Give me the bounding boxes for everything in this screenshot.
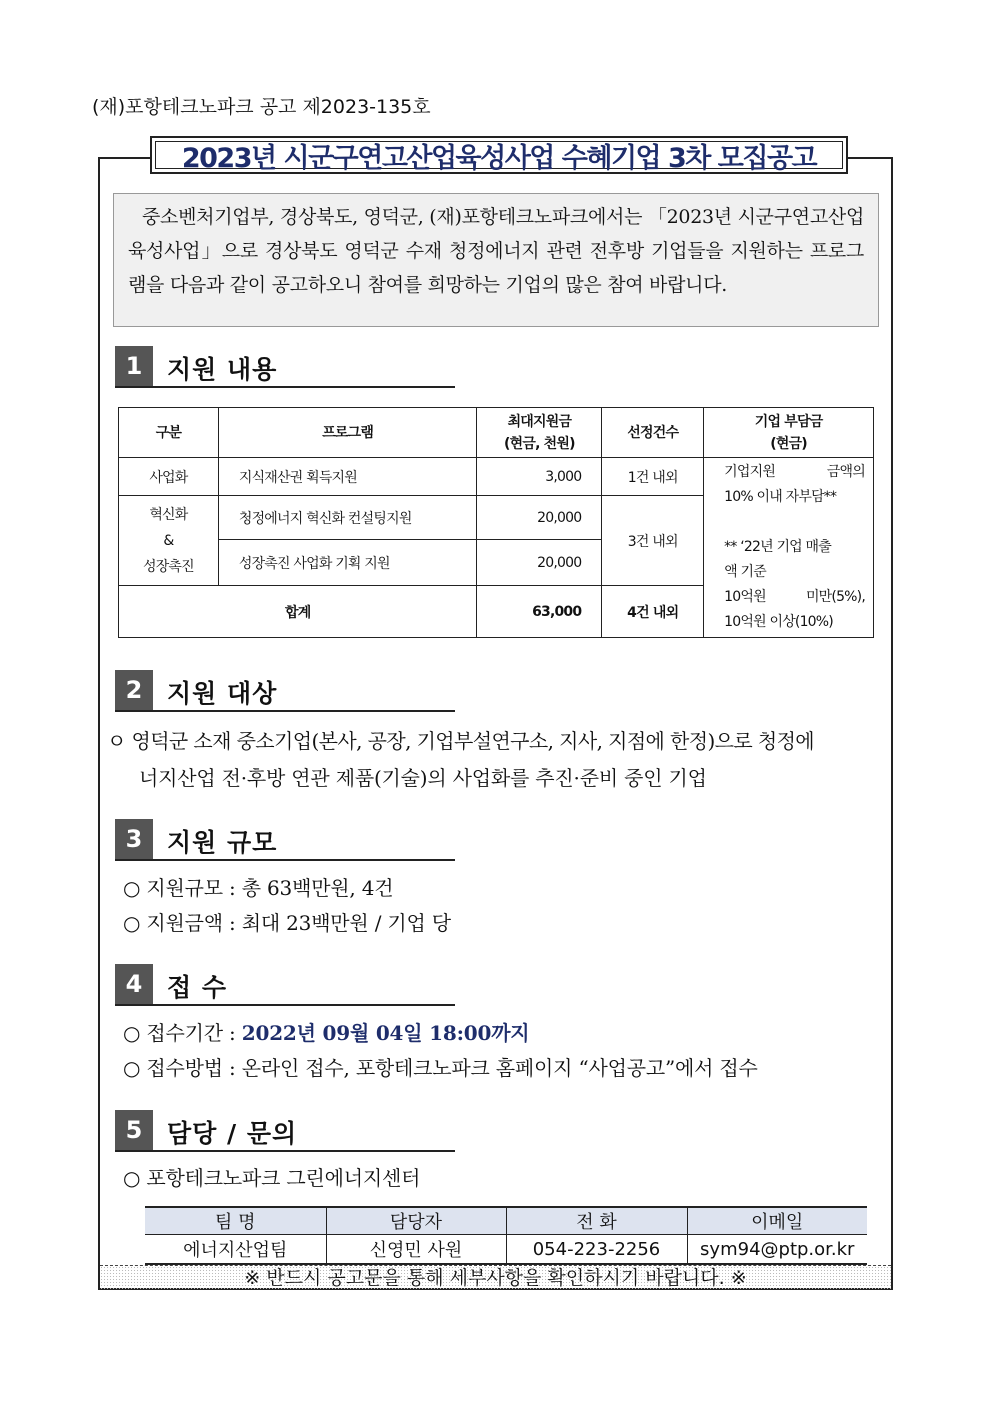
cell-amount: 20,000	[477, 540, 602, 586]
section-number: 4	[115, 964, 153, 1004]
total-count: 4건 내외	[602, 586, 704, 638]
section-header-support-target	[115, 670, 455, 712]
contact-row	[145, 1235, 867, 1265]
notice-number: (재)포항테크노파크 공고 제2023-135호	[92, 96, 431, 118]
contact-person: 신영민 사원	[326, 1235, 506, 1265]
contact-header-person: 담당자	[326, 1207, 506, 1235]
section-label: 접 수	[167, 973, 228, 1002]
total-label: 합계	[119, 586, 477, 638]
section-number: 1	[115, 346, 153, 386]
section-number: 3	[115, 819, 153, 859]
section-label: 지원 규모	[167, 828, 278, 857]
section-label: 담당 / 문의	[167, 1119, 298, 1148]
section-number: 5	[115, 1110, 153, 1150]
cell-count: 1건 내외	[602, 458, 704, 496]
header-burden: 기업 부담금 (현금)	[704, 408, 874, 458]
header-count: 선정건수	[602, 408, 704, 458]
cell-program: 지식재산권 획득지원	[218, 458, 477, 496]
header-max-support: 최대지원금 (현금, 천원)	[477, 408, 602, 458]
section-number: 2	[115, 670, 153, 710]
table-row	[119, 458, 874, 496]
cell-category: 혁신화 & 성장촉진	[119, 496, 219, 586]
section-label: 지원 대상	[167, 679, 278, 708]
contact-header-email: 이메일	[687, 1207, 867, 1235]
section-header-reception	[115, 964, 455, 1006]
reception-period-label: ○ 접수기간 :	[123, 1021, 236, 1045]
section-header-contact	[115, 1110, 455, 1152]
section-label: 지원 내용	[167, 355, 278, 384]
contact-phone: 054-223-2256	[506, 1235, 687, 1265]
contact-header-row	[145, 1207, 867, 1235]
scale-item-1: ○ 지원규모 : 총 63백만원, 4건	[123, 876, 394, 900]
intro-paragraph: 중소벤처기업부, 경상북도, 영덕군, (재)포항테크노파크에서는 「2023년 시군구연고산업육성사업」으로 경상북도 영덕군 수재 청정에너지 관련 전후방 기업들을 지원하는 프로그램을 다음과 같이 공고하오니 참여를 희망하는 기업의 많은 참여 바랍니다.	[113, 193, 879, 327]
table-header-row	[119, 408, 874, 458]
header-category: 구분	[119, 408, 219, 458]
cell-category: 사업화	[119, 458, 219, 496]
contact-header-team: 팀 명	[145, 1207, 326, 1235]
scale-item-2: ○ 지원금액 : 최대 23백만원 / 기업 당	[123, 911, 451, 935]
reception-method: ○ 접수방법 : 온라인 접수, 포항테크노파크 홈페이지 “사업공고”에서 접수	[123, 1056, 758, 1080]
cell-amount: 3,000	[477, 458, 602, 496]
cell-amount: 20,000	[477, 496, 602, 540]
cell-program: 성장촉진 사업화 기획 지원	[218, 540, 477, 586]
cell-count: 3건 내외	[602, 496, 704, 586]
cell-burden: 기업지원 금액의 10% 이내 자부담** ** ‘22년 기업 매출 액 기준 10억원 미만(5%), 10억원 이상(10%)	[704, 458, 874, 638]
total-amount: 63,000	[477, 586, 602, 638]
contact-email[interactable]: sym94@ptp.or.kr	[687, 1235, 867, 1265]
title-box	[150, 136, 848, 174]
contact-org: ○ 포항테크노파크 그린에너지센터	[123, 1166, 421, 1190]
support-table	[118, 407, 874, 638]
target-line-1: ㅇ 영덕군 소재 중소기업(본사, 공장, 기업부설연구소, 지사, 지점에 한정)으로 청정에	[107, 729, 815, 753]
target-line-2: 너지산업 전·후방 연관 제품(기술)의 사업화를 추진·준비 중인 기업	[139, 766, 707, 790]
section-header-support-content	[115, 346, 455, 388]
contact-team: 에너지산업팀	[145, 1235, 326, 1265]
contact-header-phone: 전 화	[506, 1207, 687, 1235]
reception-period-value: 2022년 09월 04일 18:00까지	[241, 1021, 530, 1045]
footer-note: ※ 반드시 공고문을 통해 세부사항을 확인하시기 바랍니다. ※	[100, 1265, 891, 1289]
section-header-support-scale	[115, 819, 455, 861]
page-title: 2023년 시군구연고산업육성사업 수혜기업 3차 모집공고	[181, 142, 817, 174]
contact-table	[145, 1206, 867, 1265]
header-program: 프로그램	[218, 408, 477, 458]
reception-period	[123, 1015, 529, 1051]
cell-program: 청정에너지 혁신화 컨설팅지원	[218, 496, 477, 540]
